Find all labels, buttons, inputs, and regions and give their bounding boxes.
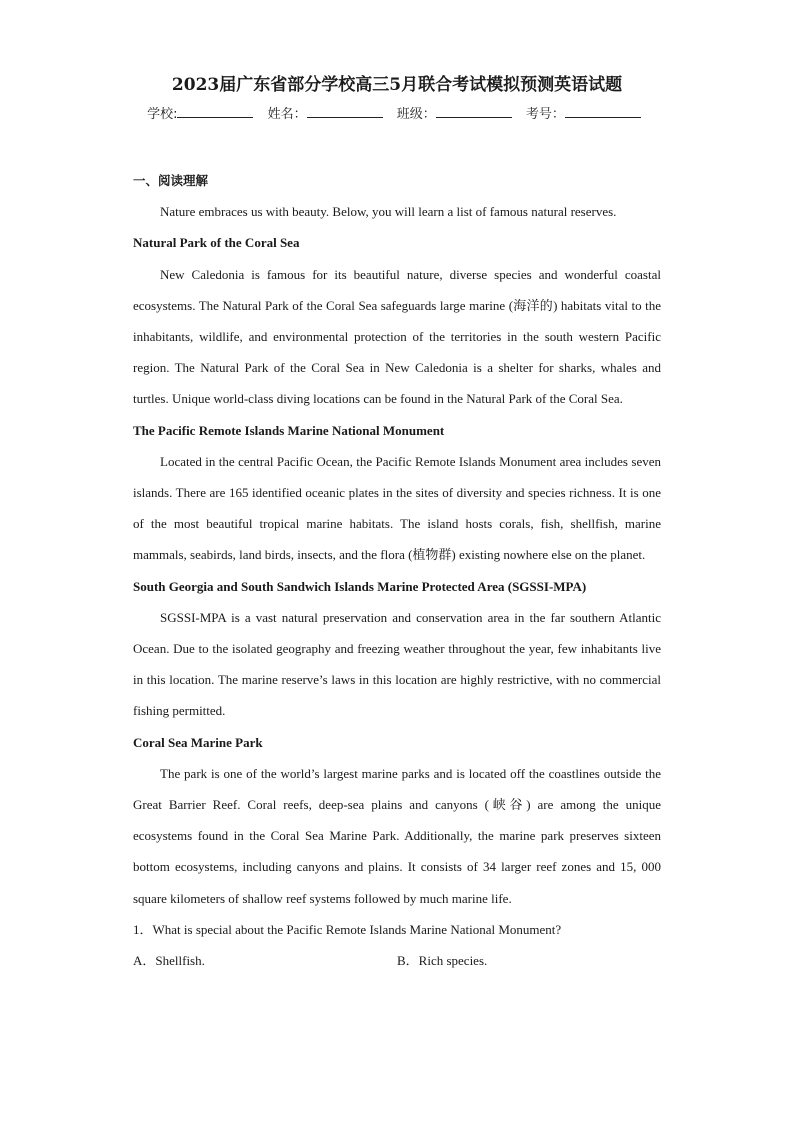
option-a[interactable]: A．Shellfish. xyxy=(133,953,205,969)
class-label: 班级： xyxy=(396,107,436,122)
class-field xyxy=(397,103,518,122)
reserve-text-coral-sea-marine-park: The park is one of the world’s largest marine parks and is located off the coastlines outside the Great Barrier Reef. Coral reefs, deep-sea plains and canyons (峡谷) are among the unique ecosystems found in the Coral Sea Marine Park. Additionally, the marine park preserves sixteen bottom ecosystems, including canyons and plains. It consists of 34 larger reef zones and 15, 000 square kilometers of shallow reef systems followed by much marine life. xyxy=(133,765,661,906)
exam-title: 2023届广东省部分学校高三5月联合考试模拟预测英语试题 xyxy=(171,75,623,95)
exam-number-label: 考号： xyxy=(525,107,565,122)
student-info-line xyxy=(0,103,794,122)
intro-paragraph: Nature embraces us with beauty. Below, you will learn a list of famous natural reserves. xyxy=(160,204,617,220)
exam-number-blank[interactable] xyxy=(565,105,641,118)
school-blank[interactable] xyxy=(177,105,253,118)
school-label: 学校: xyxy=(147,107,178,122)
reserve-text-coral-sea-natural-park: New Caledonia is famous for its beautiful nature, diverse species and wonderful coastal ecosystems. The Natural Park of the Coral Sea safeguards large marine (海洋的) habitats vital to the inhabitants, wildlife, and environmental protection of the territories in the south western Pacific region. The Natural Park of the Coral Sea in New Caledonia is a shelter for sharks, whales and turtles. Unique world-class diving locations can be found in the Natural Park of the Coral Sea. xyxy=(133,266,661,407)
exam-number-field xyxy=(526,103,647,122)
reserve-text-sgssi-mpa: SGSSI-MPA is a vast natural preservation and conservation area in the far southern Atlantic Ocean. Due to the isolated geography and freezing weather throughout the year, few inhabitants live in this location. The marine reserve’s laws in this location are highly restrictive, with no commercial fishing permitted. xyxy=(133,609,661,719)
name-field xyxy=(268,103,389,122)
section-heading: 一、阅读理解 xyxy=(133,173,209,188)
question-1-options xyxy=(133,945,661,976)
option-b[interactable]: B．Rich species. xyxy=(397,953,488,969)
reserve-heading-pacific-remote-islands: The Pacific Remote Islands Marine National Monument xyxy=(133,422,445,438)
reading-section xyxy=(133,165,661,976)
reserve-text-pacific-remote-islands: Located in the central Pacific Ocean, the Pacific Remote Islands Monument area includes seven islands. There are 165 identified oceanic plates in the sites of diversity and species richness. It is one of the most beautiful tropical marine habitats. The island hosts corals, fish, shellfish, marine mammals, seabirds, land birds, insects, and the flora (植物群) existing nowhere else on the planet. xyxy=(133,453,661,563)
reserve-heading-sgssi-mpa: South Georgia and South Sandwich Islands Marine Protected Area (SGSSI-MPA) xyxy=(133,578,587,594)
reserve-heading-coral-sea-marine-park: Coral Sea Marine Park xyxy=(133,734,263,750)
class-blank[interactable] xyxy=(436,105,512,118)
reserve-heading-coral-sea-natural-park: Natural Park of the Coral Sea xyxy=(133,235,300,251)
school-field xyxy=(147,103,259,122)
name-label: 姓名： xyxy=(267,107,307,122)
question-1: 1．What is special about the Pacific Remote Islands Marine National Monument? xyxy=(133,921,562,937)
name-blank[interactable] xyxy=(307,105,383,118)
